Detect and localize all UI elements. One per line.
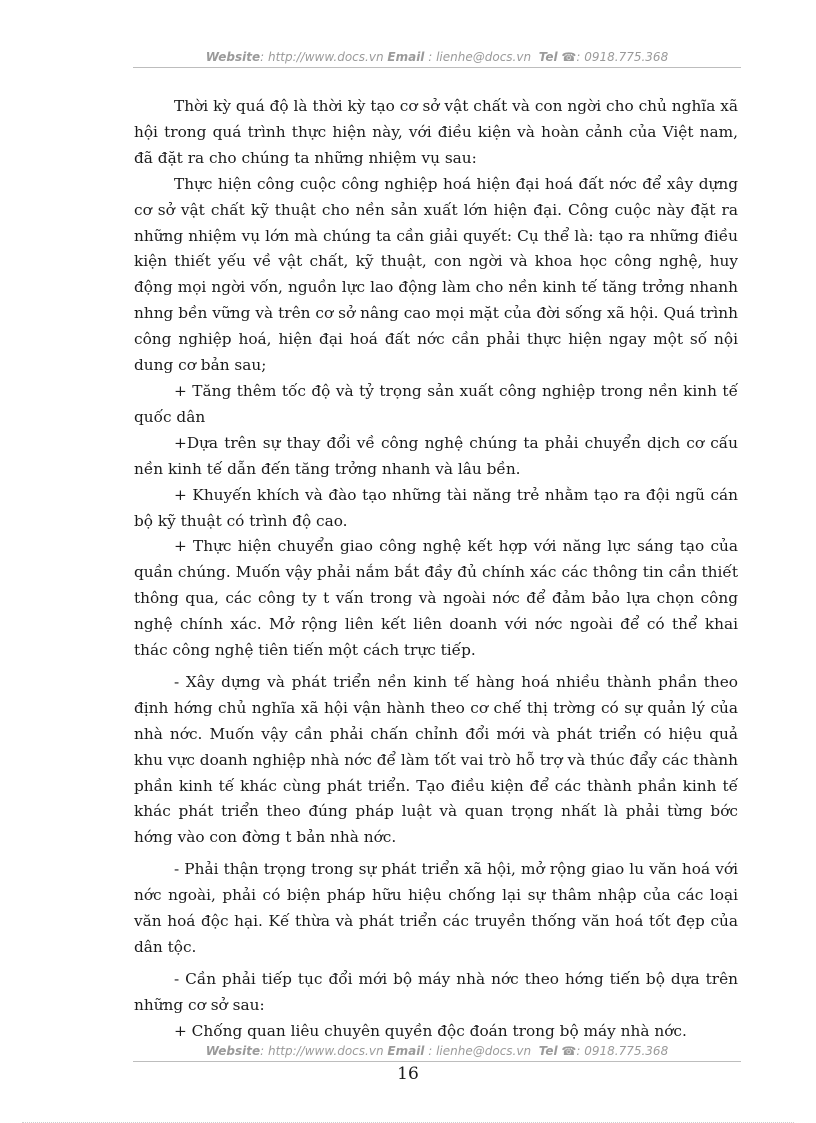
footer-tel-label: Tel [538, 1044, 558, 1058]
page-number: 16 [397, 1064, 419, 1084]
page-footer [133, 1044, 741, 1058]
header-tel-label: Tel [538, 50, 558, 64]
header-email-value: : lienhe@docs.vn [424, 50, 532, 64]
footer-email-label: Email [387, 1044, 425, 1058]
paragraph: + Thực hiện chuyển giao công nghệ kết hợp với năng lực sáng tạo của quần chúng. Muốn vậy phải nắm bắt đầy đủ chính xác các thông tin cần thiết thông qua, các công ty t vấn trong và ngoài nớc để đảm bảo lựa chọn công nghệ chính xác. Mở rộng liên kết liên doanh với nớc ngoài để có thể khai thác công nghệ tiên tiến một cách trực tiếp. [134, 537, 738, 660]
footer-website-value: : http://www.docs.vn [260, 1044, 384, 1058]
document-body [134, 94, 738, 1045]
closing-paragraph: + Chống quan liêu chuyên quyền độc đoán trong bộ máy nhà nớc. [174, 1021, 687, 1040]
dash-paragraph: - Cần phải tiếp tục đổi mới bộ máy nhà nớc theo hớng tiến bộ dựa trên những cơ sở sau: [134, 969, 738, 1014]
header-email-label: Email [387, 50, 425, 64]
header-tel-value: ☎: 0918.775.368 [557, 50, 669, 64]
header-website-value: : http://www.docs.vn [260, 50, 384, 64]
paragraph: Thực hiện công cuộc công nghiệp hoá hiện đại hoá đất nớc để xây dựng cơ sở vật chất kỹ thuật cho nền sản xuất lớn hiện đại. Công cuộc này đặt ra những nhiệm vụ lớn mà chúng ta cần giải quyết: Cụ thể là: tạo ra những điều kiện thiết yếu về vật chất, kỹ thuật, con ngời và khoa học công nghệ, huy động mọi ngời vốn, nguồn lực lao động làm cho nền kinh tế tăng trởng nhanh nhng bền vững và trên cơ sở nâng cao mọi mặt của đời sống xã hội. Quá trình công nghiệp hoá, hiện đại hoá đất nớc cần phải thực hiện ngay một số nội dung cơ bản sau; [134, 174, 738, 375]
header-rule [133, 67, 741, 68]
dash-paragraph: - Phải thận trọng trong sự phát triển xã hội, mở rộng giao lu văn hoá với nớc ngoài, phải có biện pháp hữu hiệu chống lại sự thâm nhập của các loại văn hoá độc hại. Kế thừa và phát triển các truyền thống văn hoá tốt đẹp của dân tộc. [134, 860, 738, 956]
paragraph: Thời kỳ quá độ là thời kỳ tạo cơ sở vật chất và con ngời cho chủ nghĩa xã hội trong quá trình thực hiện này, với điều kiện và hoàn cảnh của Việt nam, đã đặt ra cho chúng ta những nhiệm vụ sau: [134, 97, 738, 167]
page-header [133, 50, 741, 64]
header-website-label: Website [205, 50, 261, 64]
paragraph: + Tăng thêm tốc độ và tỷ trọng sản xuất công nghiệp trong nền kinh tế quốc dân [134, 381, 738, 426]
dash-paragraph: - Xây dựng và phát triển nền kinh tế hàng hoá nhiều thành phần theo định hớng chủ nghĩa xã hội vận hành theo cơ chế thị trờng có sự quản lý của nhà nớc. Muốn vậy cần phải chấn chỉnh đổi mới và phát triển có hiệu quả khu vực doanh nghiệp nhà nớc để làm tốt vai trò hỗ trợ và thúc đẩy các thành phần kinh tế khác cùng phát triển. Tạo điều kiện để các thành phần kinh tế khác phát triển theo đúng pháp luật và quan trọng nhất là phải từng bớc hớng vào con đờng t bản nhà nớc. [134, 672, 738, 847]
paragraph: +Dựa trên sự thay đổi về công nghệ chúng ta phải chuyển dịch cơ cấu nền kinh tế dẫn đến tăng trởng nhanh và lâu bền. [134, 433, 738, 478]
paragraph: + Khuyến khích và đào tạo những tài năng trẻ nhằm tạo ra đội ngũ cán bộ kỹ thuật có trình độ cao. [134, 485, 738, 530]
footer-website-label: Website [205, 1044, 261, 1058]
footer-rule [133, 1061, 741, 1062]
footer-tel-value: ☎: 0918.775.368 [557, 1044, 669, 1058]
footer-email-value: : lienhe@docs.vn [424, 1044, 532, 1058]
